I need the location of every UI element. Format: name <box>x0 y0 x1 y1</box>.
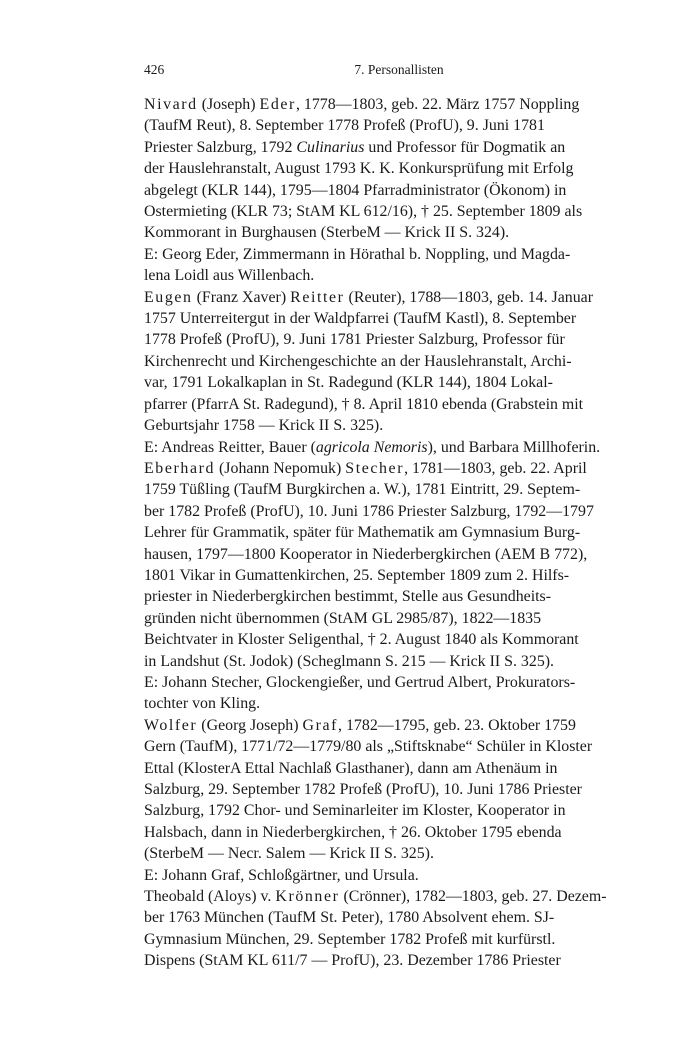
spaced-name: Reitter <box>290 288 345 306</box>
text-segment: priester in Niederbergkirchen bestimmt, Stelle aus Gesundheits- <box>144 588 552 606</box>
text-segment: Dispens (StAM KL 611/7 — ProfU), 23. Dezember 1786 Priester <box>144 952 561 970</box>
text-line <box>144 693 654 714</box>
text-segment: ), und Barbara Millhoferin. <box>427 438 601 456</box>
spaced-name: Nivard <box>144 96 198 113</box>
text-line <box>144 372 654 393</box>
text-line <box>144 329 654 350</box>
running-title: 7. Personallisten <box>354 62 444 77</box>
text-line <box>144 479 654 500</box>
text-segment: var, 1791 Lokalkaplan in St. Radegund (KLR 144), 1804 Lokal- <box>144 374 553 392</box>
text-segment: 1757 Unterreitergut in der Waldpfarrei (TaufM Kastl), 8. September <box>144 310 577 328</box>
text-line <box>144 522 654 543</box>
text-line <box>144 586 654 607</box>
text-segment: ber 1763 München (TaufM St. Peter), 1780 Absolvent ehem. SJ- <box>144 909 555 927</box>
text-segment: (Crönner), 1782—1803, geb. 27. Dezem- <box>339 888 607 906</box>
text-segment: lena Loidl aus Willenbach. <box>144 267 315 285</box>
text-line <box>144 415 654 436</box>
text-line <box>144 865 654 886</box>
text-line <box>144 394 654 415</box>
list-item <box>144 287 654 458</box>
text-segment: 1759 Tüßling (TaufM Burgkirchen a. W.), 1781 Eintritt, 29. Septem- <box>144 481 581 499</box>
text-line <box>144 608 654 629</box>
spaced-name: Graf <box>302 716 339 734</box>
text-line <box>144 544 654 565</box>
text-line <box>144 115 654 136</box>
text-segment: E: Andreas Reitter, Bauer ( <box>144 438 316 456</box>
list-item <box>144 458 654 715</box>
text-segment: (Franz Xaver) <box>192 288 291 306</box>
text-line <box>144 843 654 864</box>
text-segment: E: Georg Eder, Zimmermann in Hörathal b. Noppling, und Magda- <box>144 245 571 263</box>
spaced-name: Wolfer <box>144 716 198 734</box>
text-segment: , 1778—1803, geb. 22. März 1757 Noppling <box>295 96 580 113</box>
text-line <box>144 158 654 179</box>
list-item <box>144 886 654 972</box>
text-segment: (Reuter), 1788—1803, geb. 14. Januar <box>344 288 594 306</box>
text-line <box>144 458 654 479</box>
text-segment: hausen, 1797—1800 Kooperator in Niederbergkirchen (AEM B 772), <box>144 545 588 563</box>
text-line <box>144 629 654 650</box>
text-segment: E: Johann Graf, Schloßgärtner, und Ursula. <box>144 866 419 884</box>
text-segment: Salzburg, 1792 Chor- und Seminarleiter im Kloster, Kooperator in <box>144 802 566 820</box>
text-segment: , 1781—1803, geb. 22. April <box>404 459 587 477</box>
text-segment: gründen nicht übernommen (StAM GL 2985/87), 1822—1835 <box>144 609 542 627</box>
text-segment: Beichtvater in Kloster Seligenthal, † 2. August 1840 als Kommorant <box>144 631 579 649</box>
text-line <box>144 715 654 736</box>
text-segment: Gymnasium München, 29. September 1782 Profeß mit kurfürstl. <box>144 930 556 948</box>
text-line <box>144 437 654 458</box>
text-segment: Lehrer für Grammatik, später für Mathematik am Gymnasium Burg- <box>144 524 581 542</box>
text-line <box>144 651 654 672</box>
text-segment: (Johann Nepomuk) <box>215 459 346 477</box>
text-segment: abgelegt (KLR 144), 1795—1804 Pfarradministrator (Ökonom) in <box>144 181 567 199</box>
text-line <box>144 222 654 243</box>
text-segment: 1801 Vikar in Gumattenkirchen, 25. September 1809 zum 2. Hilfs- <box>144 566 570 584</box>
text-line <box>144 929 654 950</box>
spaced-name: Eberhard <box>144 459 216 477</box>
spaced-name: Krönner <box>275 888 340 906</box>
personnel-list <box>144 94 654 972</box>
spaced-name: Stecher <box>345 459 405 477</box>
text-segment: ber 1782 Profeß (ProfU), 10. Juni 1786 Priester Salzburg, 1792—1797 <box>144 502 594 520</box>
italic-term: Culinarius <box>296 138 365 156</box>
text-segment: und Professor für Dogmatik an <box>364 138 566 156</box>
text-line <box>144 800 654 821</box>
text-line <box>144 672 654 693</box>
text-line <box>144 565 654 586</box>
text-segment: 1778 Profeß (ProfU), 9. Juni 1781 Priester Salzburg, Professor für <box>144 331 565 349</box>
text-line <box>144 308 654 329</box>
text-line <box>144 758 654 779</box>
text-line <box>144 94 654 115</box>
text-line <box>144 265 654 286</box>
text-line <box>144 736 654 757</box>
text-segment: Halsbach, dann in Niederbergkirchen, † 26. Oktober 1795 ebenda <box>144 823 562 841</box>
text-line <box>144 180 654 201</box>
text-segment: der Hauslehranstalt, August 1793 K. K. Konkursprüfung mit Erfolg <box>144 160 574 178</box>
text-line <box>144 822 654 843</box>
page-number: 426 <box>144 62 165 77</box>
text-segment: Ettal (KlosterA Ettal Nachlaß Glasthaner), dann am Athenäum in <box>144 759 558 777</box>
text-line <box>144 244 654 265</box>
text-segment: Gern (TaufM), 1771/72—1779/80 als „Stiftsknabe“ Schüler in Kloster <box>144 738 593 756</box>
text-line <box>144 886 654 907</box>
text-segment: , 1782—1795, geb. 23. Oktober 1759 <box>338 716 576 734</box>
list-item <box>144 715 654 886</box>
text-segment: Kirchenrecht und Kirchengeschichte an der Hauslehranstalt, Archi- <box>144 352 572 370</box>
text-line <box>144 779 654 800</box>
text-segment: Kommorant in Burghausen (SterbeM — Krick II S. 324). <box>144 224 510 242</box>
text-segment: (Georg Joseph) <box>197 716 303 734</box>
text-segment: in Landshut (St. Jodok) (Scheglmann S. 215 — Krick II S. 325). <box>144 652 555 670</box>
text-segment: (SterbeM — Necr. Salem — Krick II S. 325). <box>144 845 434 863</box>
text-line <box>144 287 654 308</box>
text-line <box>144 501 654 522</box>
text-segment: Ostermieting (KLR 73; StAM KL 612/16), † 25. September 1809 als <box>144 203 583 221</box>
text-line <box>144 201 654 222</box>
list-item <box>144 94 654 287</box>
text-segment: (TaufM Reut), 8. September 1778 Profeß (ProfU), 9. Juni 1781 <box>144 117 545 135</box>
text-segment: Priester Salzburg, 1792 <box>144 138 297 156</box>
spaced-name: Eder <box>259 96 296 113</box>
text-segment: tochter von Kling. <box>144 695 261 713</box>
text-segment: Theobald (Aloys) v. <box>144 888 276 906</box>
text-segment: Geburtsjahr 1758 — Krick II S. 325). <box>144 417 384 435</box>
spaced-name: Eugen <box>144 288 193 306</box>
text-line <box>144 907 654 928</box>
text-segment: Salzburg, 29. September 1782 Profeß (ProfU), 10. Juni 1786 Priester <box>144 781 582 798</box>
italic-term: agricola Nemoris <box>315 438 428 456</box>
text-segment: E: Johann Stecher, Glockengießer, und Gertrud Albert, Prokurators- <box>144 673 576 691</box>
text-segment: (Joseph) <box>197 96 260 113</box>
text-segment: pfarrer (PfarrA St. Radegund), † 8. April 1810 ebenda (Grabstein mit <box>144 395 584 413</box>
text-line <box>144 351 654 372</box>
page-header <box>144 62 654 82</box>
text-line <box>144 950 654 971</box>
text-line <box>144 137 654 158</box>
